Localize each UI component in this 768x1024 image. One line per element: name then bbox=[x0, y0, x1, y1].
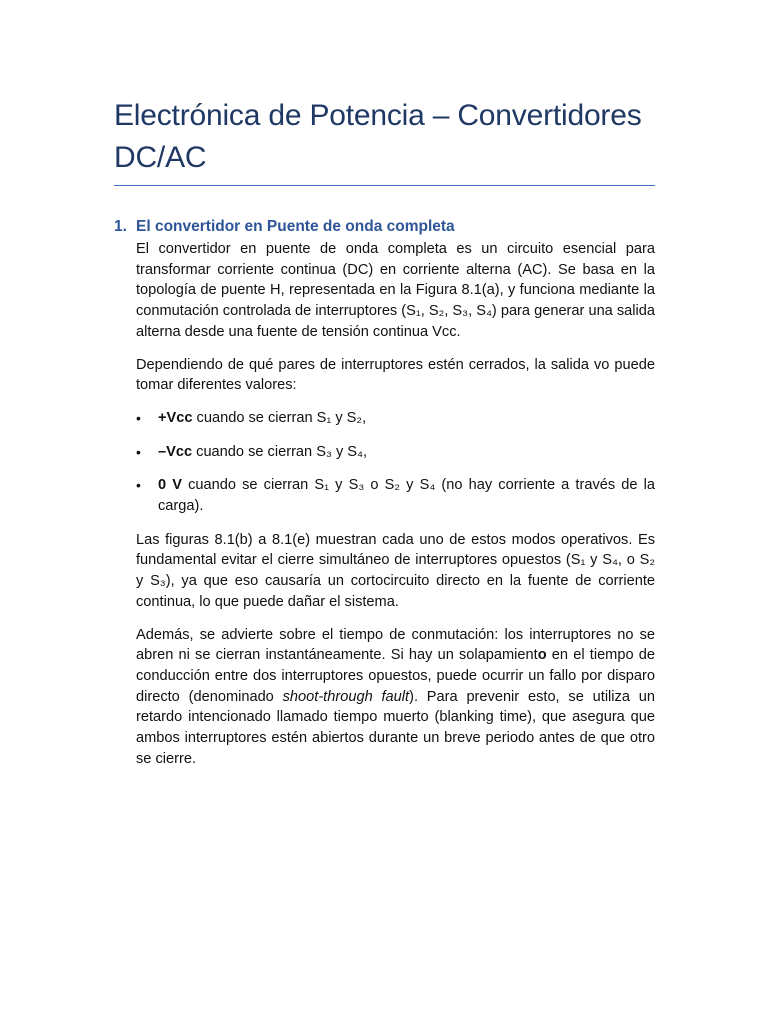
bullet-marker: • bbox=[136, 409, 141, 426]
paragraph-text: ). Para prevenir esto, se utiliza un retardo intencionado llamado tiempo muerto (blanking time), que asegura que ambos interruptores estén abiertos durante un breve periodo antes de que otro se cierre. bbox=[136, 688, 655, 767]
list-item bbox=[136, 442, 655, 463]
list-item bbox=[136, 408, 655, 429]
bullet-marker: • bbox=[136, 477, 141, 494]
document-title: Electrónica de Potencia – Convertidores DC/AC bbox=[114, 95, 655, 186]
paragraph-intro: El convertidor en puente de onda completa es un circuito esencial para transformar corriente continua (DC) en corriente alterna (AC). Se basa en la topología de puente H, representada en la Figura 8.1(a), y funciona mediante la conmutación controlada de interruptores (S₁, S₂, S₃, S₄) para generar una salida alterna desde una fuente de tensión continua Vcc. bbox=[136, 241, 655, 340]
paragraph-switching-time bbox=[136, 625, 655, 770]
paragraph-text: Además, se advierte sobre el tiempo de conmutación: los interruptores no se abren ni se cierran instantáneamente. Si hay un solapamient bbox=[136, 626, 655, 664]
bullet-bold-value: +Vcc bbox=[158, 409, 193, 426]
bullet-marker: • bbox=[136, 443, 141, 460]
section-number: 1. bbox=[114, 218, 127, 235]
bullet-text: cuando se cierran S₁ y S₂, bbox=[192, 409, 367, 426]
section-body bbox=[136, 239, 655, 769]
section-heading bbox=[114, 217, 655, 237]
output-values-list bbox=[136, 408, 655, 517]
bullet-text: cuando se cierran S₃ y S₄, bbox=[192, 443, 368, 460]
paragraph-bold-letter: o bbox=[537, 647, 547, 664]
bullet-text: cuando se cierran S₁ y S₃ o S₂ y S₄ (no hay corriente a través de la carga). bbox=[158, 477, 656, 515]
document-page bbox=[114, 95, 655, 781]
list-item bbox=[136, 475, 655, 516]
section-heading-text: El convertidor en Puente de onda completa bbox=[136, 218, 455, 235]
bullet-bold-value: 0 V bbox=[158, 477, 182, 494]
paragraph-text: en el tiempo de conducción entre dos interruptores opuestos, puede ocurrir un fallo por disparo directo (denominado bbox=[136, 647, 655, 705]
paragraph-output-values: Dependiendo de qué pares de interruptores estén cerrados, la salida vo puede tomar diferentes valores: bbox=[136, 356, 655, 394]
paragraph-italic-term: shoot-through fault bbox=[282, 688, 410, 705]
paragraph-operating-modes: Las figuras 8.1(b) a 8.1(e) muestran cada uno de estos modos operativos. Es fundamental evitar el cierre simultáneo de interruptores opuestos (S₁ y S₄, o S₂ y S₃), ya que eso causaría un cortocircuito directo en la fuente de corriente continua, lo que puede dañar el sistema. bbox=[136, 531, 655, 610]
bullet-bold-value: –Vcc bbox=[158, 443, 193, 460]
